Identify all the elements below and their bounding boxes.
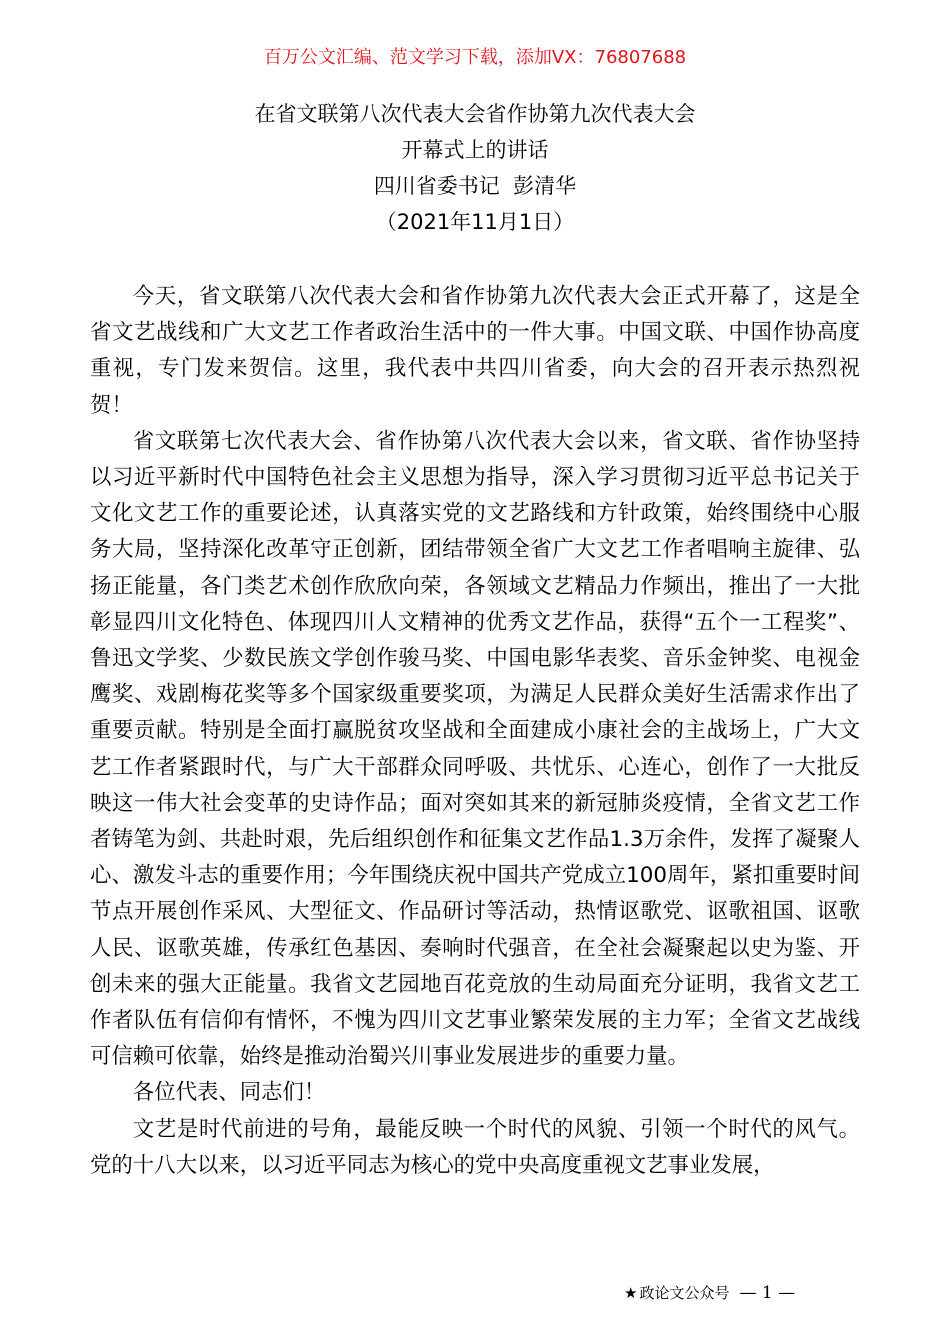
paragraph: 各位代表、同志们！ <box>132 1080 326 1106</box>
page-footer <box>624 1281 795 1305</box>
paragraph: 今天，省文联第八次代表大会和省作协第九次代表大会正式开幕了，这是全省文艺战线和广大文艺工作者政治生活中的一件大事。中国文联、中国作协高度重视，专门发来贺信。这里，我代表中共四川省委，向大会的召开表示热烈祝贺！ <box>90 284 860 418</box>
author-line: 四川省委书记 彭清华 <box>373 174 577 198</box>
document-title: 在省文联第八次代表大会省作协第九次代表大会 <box>254 102 696 126</box>
paragraph: 省文联第七次代表大会、省作协第八次代表大会以来，省文联、省作协坚持以习近平新时代中国特色社会主义思想为指导，深入学习贯彻习近平总书记关于文化文艺工作的重要论述，认真落实党的文艺路线和方针政策，始终围绕中心服务大局，坚持深化改革守正创新，团结带领全省广大文艺工作者唱响主旋律、弘扬正能量，各门类艺术创作欣欣向荣，各领域文艺精品力作频出，推出了一大批彰显四川文化特色、体现四川人文精神的优秀文艺作品，获得“五个一工程奖”、鲁迅文学奖、少数民族文学创作骏马奖、中国电影华表奖、音乐金钟奖、电视金鹰奖、戏剧梅花奖等多个国家级重要奖项，为满足人民群众美好生活需求作出了重要贡献。特别是全面打赢脱贫攻坚战和全面建成小康社会的主战场上，广大文艺工作者紧跟时代，与广大干部群众同呼吸、共忧乐、心连心，创作了一大批反映这一伟大社会变革的史诗作品；面对突如其来的新冠肺炎疫情，全省文艺工作者铸笔为剑、共赴时艰，先后组织创作和征集文艺作品1.3万余件，发挥了凝聚人心、激发斗志的重要作用；今年围绕庆祝中国共产党成立100周年，紧扣重要时间节点开展创作采风、大型征文、作品研讨等活动，热情讴歌党、讴歌祖国、讴歌人民、讴歌英雄，传承红色基因、奏响时代强音，在全社会凝聚起以史为鉴、开创未来的强大正能量。我省文艺园地百花竞放的生动局面充分证明，我省文艺工作者队伍有信仰有情怀，不愧为四川文艺事业繁荣发展的主力军；全省文艺战线可信赖可依靠，始终是推动治蜀兴川事业发展进步的重要力量。 <box>90 428 860 1070</box>
star-icon: ★ <box>624 1284 638 1302</box>
document-subtitle: 开幕式上的讲话 <box>401 138 549 162</box>
footer-label: 政论文公众号 <box>639 1284 730 1302</box>
download-banner: 百万公文汇编、范文学习下载，添加VX：76807688 <box>263 47 687 68</box>
paragraph: 文艺是时代前进的号角，最能反映一个时代的风貌、引领一个时代的风气。党的十八大以来，以习近平同志为核心的党中央高度重视文艺事业发展， <box>90 1116 860 1178</box>
date-line: （2021年11月1日） <box>375 210 575 234</box>
page-number: — 1 — <box>739 1283 796 1303</box>
speech-body <box>90 279 860 1184</box>
document-title-block <box>0 96 950 240</box>
